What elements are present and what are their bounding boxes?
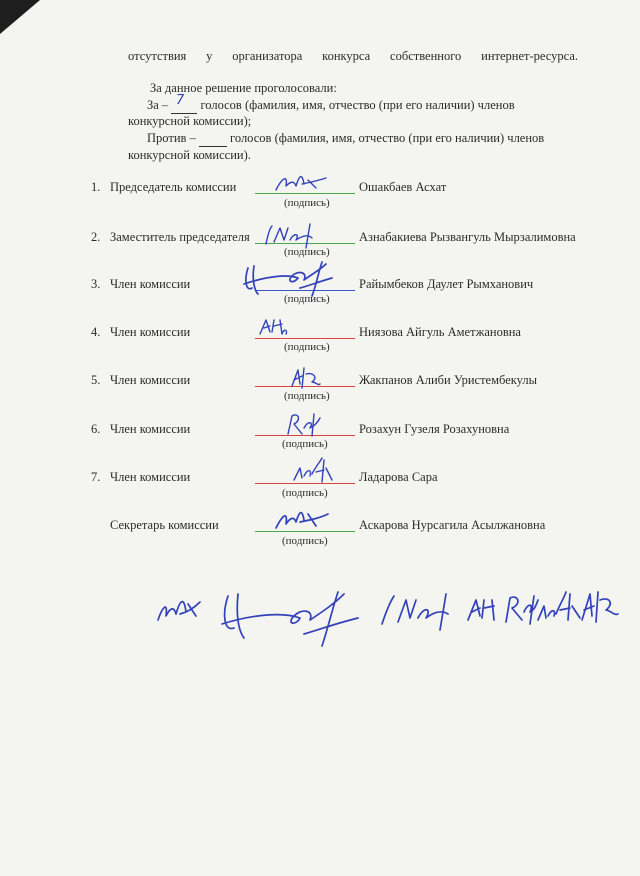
- member-name: Азнабакиева Рызвангуль Мырзалимовна: [359, 230, 576, 244]
- member-number: 2.: [91, 230, 101, 244]
- member-name: Ниязова Айгуль Аметжановна: [359, 325, 521, 339]
- member-signature: [290, 454, 340, 488]
- signature-caption: (подпись): [284, 293, 330, 305]
- member-role: Член комиссии: [110, 373, 191, 387]
- bottom-signature: [534, 586, 584, 630]
- votes-against-line: [147, 131, 544, 147]
- member-role: Заместитель председателя: [110, 230, 250, 244]
- bottom-signature: [152, 590, 202, 630]
- header-line: [128, 49, 578, 64]
- member-signature: [288, 364, 324, 392]
- page-corner-mark: [0, 0, 40, 36]
- votes-against-text: голосов (фамилия, имя, отчество (при его наличии) членов: [230, 131, 545, 145]
- header-word: отсутствия: [128, 49, 187, 63]
- member-role: Член комиссии: [110, 277, 191, 291]
- votes-for-text: голосов (фамилия, имя, отчество (при его наличии) членов: [200, 98, 515, 112]
- votes-intro: За данное решение проголосовали:: [150, 81, 337, 95]
- member-name: Жакпанов Алиби Уристембекулы: [359, 373, 537, 387]
- votes-for-text2: конкурсной комиссии);: [128, 114, 252, 128]
- member-role: Председатель комиссии: [110, 180, 237, 194]
- member-name: Розахун Гузеля Розахуновна: [359, 422, 510, 436]
- votes-against-text2: конкурсной комиссии).: [128, 148, 251, 162]
- member-role: Член комиссии: [110, 470, 191, 484]
- member-name: Райымбеков Даулет Рымханович: [359, 277, 534, 291]
- bottom-signature: [464, 592, 500, 628]
- signature-caption: (подпись): [282, 535, 328, 547]
- member-signature: [256, 314, 296, 342]
- secretary-role: Секретарь комиссии: [110, 518, 219, 532]
- header-word: конкурса: [322, 49, 371, 63]
- signature-caption: (подпись): [284, 197, 330, 209]
- member-name: Ошакбаев Асхат: [359, 180, 447, 194]
- member-number: 4.: [91, 325, 101, 339]
- member-name: Ладарова Сара: [359, 470, 438, 484]
- secretary-name: Аскарова Нурсагила Асылжановна: [359, 518, 546, 532]
- member-role: Член комиссии: [110, 422, 191, 436]
- votes-for-count: 7: [176, 93, 185, 108]
- signature-caption: (подпись): [282, 487, 328, 499]
- votes-against-prefix: Против –: [147, 131, 196, 145]
- member-number: 6.: [91, 422, 101, 436]
- member-role: Член комиссии: [110, 325, 191, 339]
- bottom-signature: [374, 588, 474, 634]
- member-signature: [284, 410, 324, 440]
- signature-caption: (подпись): [284, 390, 330, 402]
- votes-for-prefix: За –: [147, 98, 169, 112]
- header-word: организатора: [232, 49, 303, 63]
- bottom-signature: [214, 584, 364, 654]
- signature-caption: (подпись): [282, 438, 328, 450]
- member-number: 3.: [91, 277, 101, 291]
- header-word: собственного: [390, 49, 462, 63]
- header-word: интернет-ресурса.: [481, 49, 578, 63]
- member-signature: [272, 168, 332, 200]
- member-number: 5.: [91, 373, 101, 387]
- signature-caption: (подпись): [284, 341, 330, 353]
- votes-for-line: [147, 98, 515, 114]
- member-number: 7.: [91, 470, 101, 484]
- header-word: у: [206, 49, 213, 63]
- member-number: 1.: [91, 180, 101, 194]
- secretary-signature: [272, 504, 332, 536]
- signature-caption: (подпись): [284, 246, 330, 258]
- bottom-signature: [578, 586, 622, 630]
